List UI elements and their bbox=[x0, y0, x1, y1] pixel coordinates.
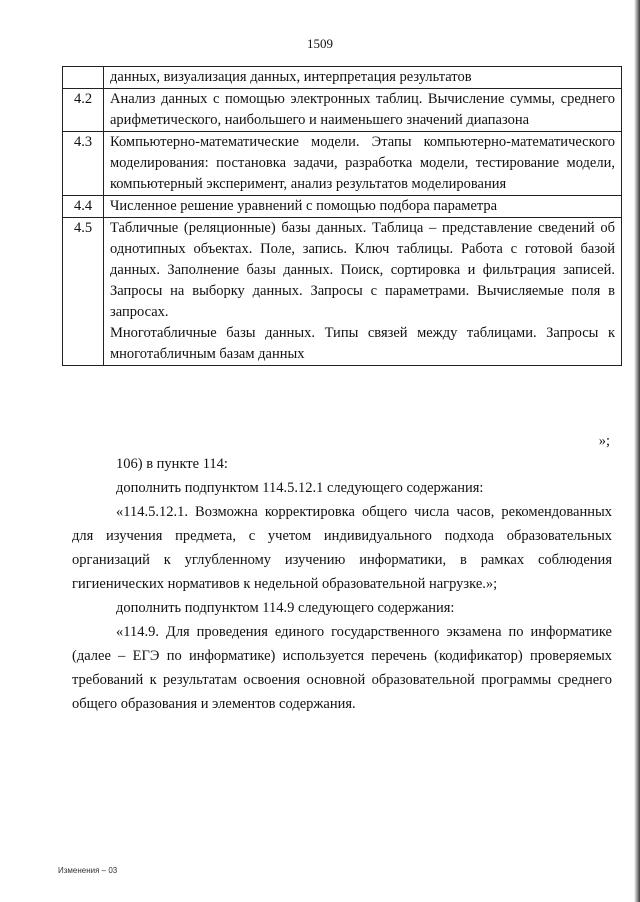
table-row bbox=[63, 89, 622, 132]
paragraph-amend-114-9: дополнить подпунктом 114.9 следующего содержания: bbox=[116, 600, 455, 616]
row-content bbox=[104, 89, 622, 132]
table-row bbox=[63, 218, 622, 366]
row-content bbox=[104, 67, 622, 89]
row-content bbox=[104, 196, 622, 218]
row-number bbox=[63, 67, 104, 89]
paragraph-amend-114-5-12-1: дополнить подпунктом 114.5.12.1 следующего содержания: bbox=[116, 480, 484, 496]
row-paragraph: Численное решение уравнений с помощью подбора параметра bbox=[110, 198, 498, 214]
curriculum-table bbox=[62, 66, 622, 366]
row-paragraph: Анализ данных с помощью электронных таблиц. Вычисление суммы, среднего арифметического, наибольшего и наименьшего значений диапазона bbox=[110, 91, 615, 128]
paragraph-quote-114-5-12-1: «114.5.12.1. Возможна корректировка общего числа часов, рекомендованных для изучения предмета, с учетом индивидуального подхода образовательных организаций к углубленному изучению информатики, в рамках соблюдения гигиенических нормативов к недельной образовательной нагрузке.»; bbox=[72, 504, 612, 592]
paragraph-item-106: 106) в пункте 114: bbox=[116, 456, 228, 472]
row-number: 4.3 bbox=[63, 132, 104, 196]
table-closing-mark: »; bbox=[598, 433, 610, 449]
page-number: 1509 bbox=[307, 36, 333, 51]
table-row bbox=[63, 196, 622, 218]
row-number: 4.5 bbox=[63, 218, 104, 366]
body-text bbox=[72, 452, 612, 716]
row-paragraph: данных, визуализация данных, интерпретация результатов bbox=[110, 69, 472, 85]
row-paragraph: Многотабличные базы данных. Типы связей между таблицами. Запросы к многотабличным базам данных bbox=[110, 325, 615, 362]
row-content bbox=[104, 218, 622, 366]
row-content bbox=[104, 132, 622, 196]
row-paragraph: Компьютерно-математические модели. Этапы компьютерно-математического моделирования: постановка задачи, разработка модели, тестирование модели, компьютерный эксперимент, анализ результатов моделирования bbox=[110, 134, 615, 192]
paragraph-quote-114-9: «114.9. Для проведения единого государственного экзамена по информатике (далее – ЕГЭ по информатике) используется перечень (кодификатор) проверяемых требований к результатам освоения основной образовательной программы среднего общего образования и элементов содержания. bbox=[72, 624, 612, 712]
row-number: 4.4 bbox=[63, 196, 104, 218]
page-footer: Изменения – 03 bbox=[58, 866, 118, 875]
row-number: 4.2 bbox=[63, 89, 104, 132]
table-row bbox=[63, 67, 622, 89]
table-row bbox=[63, 132, 622, 196]
row-paragraph: Табличные (реляционные) базы данных. Таблица – представление сведений об однотипных объектах. Поле, запись. Ключ таблицы. Работа с готовой базой данных. Заполнение базы данных. Поиск, сортировка и фильтрация записей. Запросы на выборку данных. Запросы с параметрами. Вычисляемые поля в запросах. bbox=[110, 220, 615, 320]
scan-edge-shadow bbox=[634, 0, 640, 902]
